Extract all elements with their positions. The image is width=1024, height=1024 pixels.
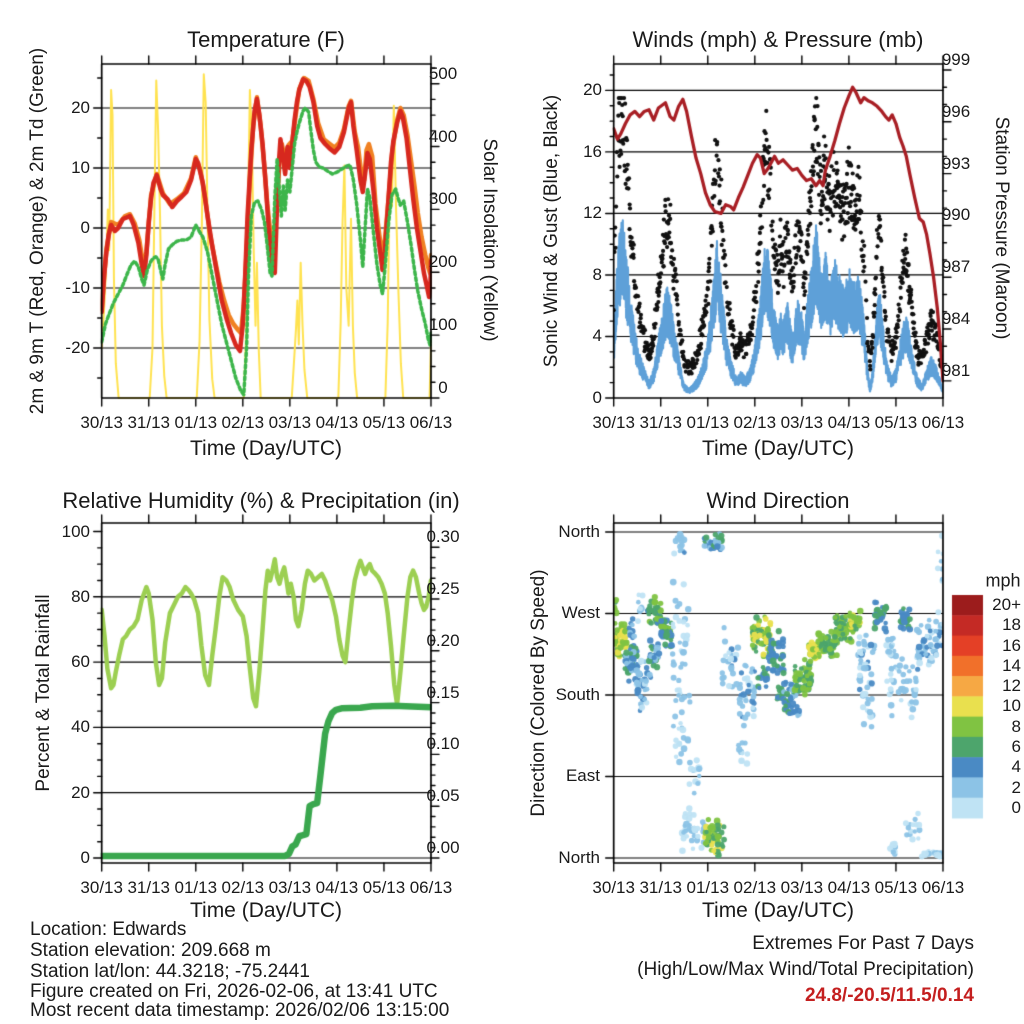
x-tick-label: 05/13: [874, 878, 918, 897]
colorbar-tick-label: 2: [1011, 777, 1021, 797]
wind-left-axis-label: Sonic Wind & Gust (Blue, Black): [541, 94, 562, 368]
x-tick-label: 05/13: [362, 413, 406, 432]
wind-xlabel: Time (Day/UTC): [701, 437, 855, 460]
rh-y-tick-label: 0: [80, 848, 90, 867]
solar-y-tick-label: 0: [438, 378, 448, 397]
x-tick-label: 06/13: [409, 413, 453, 432]
temp-y-tick-label: 20: [71, 98, 90, 117]
temperature-title: Temperature (F): [187, 27, 345, 52]
extremes-heading: Extremes For Past 7 Days: [752, 933, 974, 954]
x-tick-label: 04/13: [315, 878, 359, 897]
precip-y-tick-label: 0.15: [426, 682, 460, 702]
x-tick-label: 05/13: [362, 878, 406, 897]
solar-y-tick-label: 200: [428, 252, 458, 272]
rh-y-tick-label: 80: [71, 586, 90, 606]
pressure-y-tick-label: 999: [941, 50, 971, 69]
pressure-y-tick-label: 981: [941, 360, 971, 380]
colorbar-tick-label: 12: [1002, 676, 1021, 696]
solar-right-axis-label: Solar Insolation (Yellow): [479, 138, 500, 342]
extremes-values: 24.8/-20.5/11.5/0.14: [804, 985, 974, 1006]
x-tick-label: 06/13: [409, 878, 453, 897]
direction-xlabel: Time (Day/UTC): [701, 899, 855, 922]
temp-y-tick-label: 0: [80, 218, 90, 237]
solar-y-tick-label: 300: [428, 189, 458, 209]
x-tick-label: 04/13: [827, 413, 871, 432]
direction-y-tick-label: North: [558, 848, 600, 867]
colorbar-tick-label: 16: [1002, 635, 1021, 655]
footer-created: Figure created on Fri, 2026-02-06, at 13:41 UTC: [30, 981, 438, 1002]
wind-y-tick-label: 0: [592, 388, 602, 407]
rh-y-tick-label: 60: [71, 652, 90, 672]
x-tick-label: 03/13: [268, 413, 312, 432]
precip-y-tick-label: 0.10: [426, 734, 460, 754]
winds-pressure-title: Winds (mph) & Pressure (mb): [632, 27, 924, 52]
x-tick-label: 06/13: [921, 413, 965, 432]
x-tick-label: 01/13: [174, 878, 218, 897]
temp-y-tick-label: -10: [65, 278, 90, 297]
colorbar-tick-label: 14: [1002, 655, 1021, 675]
rh-precip-title: Relative Humidity (%) & Precipitation (in): [62, 488, 460, 513]
extremes-legend: (High/Low/Max Wind/Total Precipitation): [637, 959, 974, 980]
pressure-y-tick-label: 996: [941, 101, 971, 121]
direction-left-axis-label: Direction (Colored By Speed): [528, 569, 549, 817]
x-tick-label: 02/13: [733, 413, 777, 432]
x-tick-label: 03/13: [268, 878, 312, 897]
footer-location: Location: Edwards: [30, 919, 187, 940]
temp-xlabel: Time (Day/UTC): [189, 437, 343, 460]
direction-y-tick-label: South: [555, 684, 600, 704]
colorbar-title: mph: [985, 570, 1021, 591]
pressure-y-tick-label: 990: [941, 205, 971, 225]
footer-elevation: Station elevation: 209.668 m: [30, 940, 271, 961]
pressure-y-tick-label: 993: [941, 153, 971, 173]
wind-direction-title: Wind Direction: [706, 488, 850, 513]
colorbar-tick-label: 8: [1011, 716, 1021, 736]
colorbar-tick-label: 4: [1011, 757, 1021, 777]
pressure-right-axis-label: Station Pressure (Maroon): [991, 116, 1012, 340]
x-tick-label: 01/13: [686, 878, 730, 897]
colorbar-tick-label: 6: [1011, 737, 1021, 757]
x-tick-label: 04/13: [827, 878, 871, 897]
precip-y-tick-label: 0.20: [426, 630, 460, 650]
x-tick-label: 01/13: [686, 413, 730, 432]
x-tick-label: 01/13: [174, 413, 218, 432]
x-tick-label: 30/13: [592, 878, 635, 897]
x-tick-label: 02/13: [733, 878, 777, 897]
x-tick-label: 30/13: [80, 413, 123, 432]
rh-y-tick-label: 20: [71, 782, 90, 802]
colorbar-tick-label: 18: [1002, 615, 1021, 635]
x-tick-label: 05/13: [874, 413, 918, 432]
x-tick-label: 31/13: [639, 878, 683, 897]
x-tick-label: 03/13: [780, 413, 824, 432]
wind-y-tick-label: 8: [592, 264, 602, 284]
direction-y-tick-label: East: [565, 766, 600, 786]
solar-y-tick-label: 100: [428, 315, 458, 335]
pressure-y-tick-label: 984: [941, 309, 971, 329]
temp-y-tick-label: 10: [71, 158, 90, 177]
precip-y-tick-label: 0.30: [426, 527, 460, 547]
rh-left-axis-label: Percent & Total Rainfall: [33, 594, 54, 792]
colorbar-tick-label: 0: [1011, 797, 1021, 817]
x-tick-label: 31/13: [127, 878, 171, 897]
rh-xlabel: Time (Day/UTC): [189, 899, 343, 922]
rh-y-tick-label: 100: [61, 521, 90, 541]
solar-y-tick-label: 400: [428, 126, 458, 146]
rh-y-tick-label: 40: [71, 717, 90, 737]
x-tick-label: 02/13: [221, 878, 265, 897]
x-tick-label: 30/13: [80, 878, 123, 897]
wind-y-tick-label: 12: [583, 203, 602, 223]
x-tick-label: 04/13: [315, 413, 359, 432]
precip-y-tick-label: 0.05: [426, 786, 460, 806]
x-tick-label: 02/13: [221, 413, 265, 432]
wind-y-tick-label: 4: [592, 326, 602, 346]
temp-left-axis-label: 2m & 9m T (Red, Orange) & 2m Td (Green): [27, 47, 48, 415]
x-tick-label: 31/13: [639, 413, 683, 432]
solar-y-tick-label: 500: [428, 63, 458, 83]
colorbar-tick-label: 20+: [992, 595, 1021, 615]
wind-y-tick-label: 20: [583, 80, 602, 100]
pressure-y-tick-label: 987: [941, 257, 971, 277]
footer-timestamp: Most recent data timestamp: 2026/02/06 13:15:00: [30, 1000, 450, 1021]
x-tick-label: 31/13: [127, 413, 171, 432]
temp-y-tick-label: -20: [65, 338, 90, 357]
precip-y-tick-label: 0.00: [426, 838, 460, 857]
footer-latlon: Station lat/lon: 44.3218; -75.2441: [30, 961, 310, 982]
x-tick-label: 30/13: [592, 413, 635, 432]
x-tick-label: 06/13: [921, 878, 965, 897]
precip-y-tick-label: 0.25: [426, 579, 460, 598]
x-tick-label: 03/13: [780, 878, 824, 897]
colorbar-tick-label: 10: [1002, 696, 1021, 716]
direction-y-tick-label: West: [561, 603, 600, 623]
wind-y-tick-label: 16: [583, 141, 602, 161]
direction-y-tick-label: North: [558, 521, 600, 541]
